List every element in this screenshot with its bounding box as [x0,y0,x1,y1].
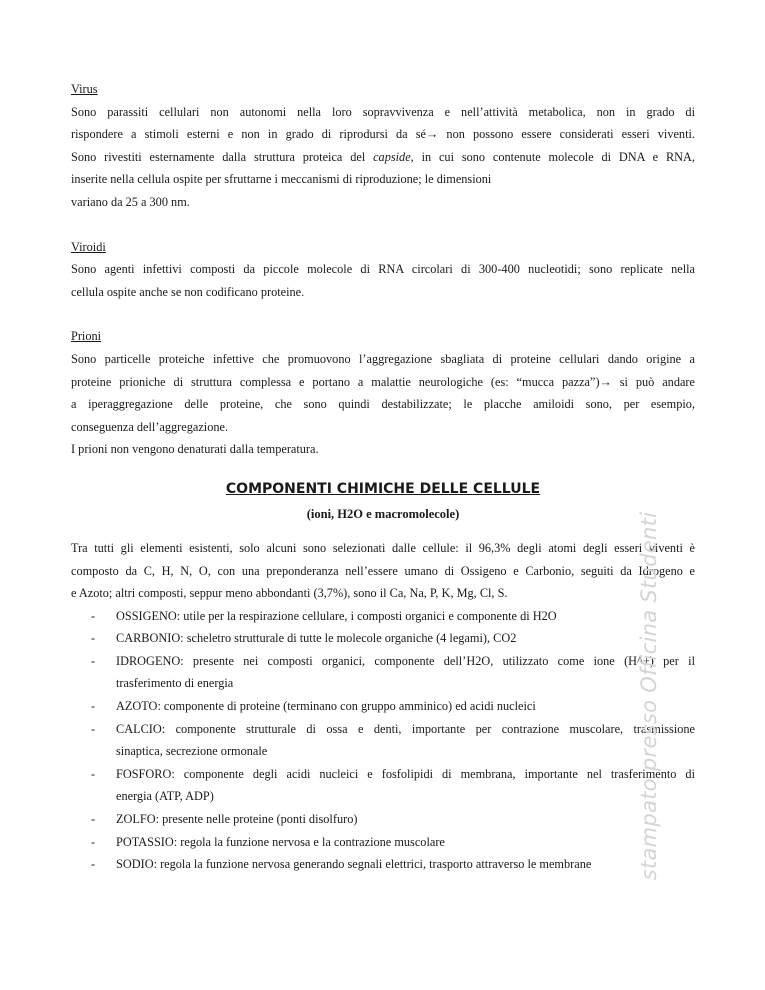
list-item-text-cont: energia (ATP, ADP) [116,789,214,804]
watermark-text: stampato presso Officina Studenti [637,511,661,881]
list-item-text: CALCIO: componente strutturale di ossa e denti, importante per contrazione muscolare, trasmissione [116,721,695,736]
prioni-line-3: a iperaggregazione delle proteine, che sono quindi destabilizzate; le placche amiloidi sono, per esempio, [71,397,695,412]
virus-line-5: variano da 25 a 300 nm. [71,194,190,209]
virus-line-2: rispondere a stimoli esterni e non in grado di riprodursi da sé→ non possono essere considerati esseri viventi. [71,127,695,142]
capside-term: capside, [373,149,414,164]
list-item-fosforo [71,763,695,808]
viroidi-line-1: Sono agenti infettivi composti da piccole molecole di RNA circolari di 300-400 nucleotidi; sono replicate nella [71,262,695,277]
list-item-text-cont: sinaptica, secrezione ormonale [116,744,268,759]
list-dash: - [91,766,96,781]
watermark [634,511,664,881]
list-dash: - [91,631,96,646]
elements-list [71,605,695,876]
list-item-carbonio [71,627,695,650]
prioni-line-1: Sono particelle proteiche infettive che promuovono l’aggregazione sbagliata di proteine cellulari dando origine a [71,351,695,366]
list-item-sodio [71,853,695,876]
list-item-text-cont: trasferimento di energia [116,676,234,691]
virus-line-3b: in cui sono contenute molecole di DNA e RNA, [413,149,695,164]
intro-line-2: composto da C, H, N, O, con una preponderanza nell’essere umano di Ossigeno e Carbonio, seguiti da Idrogeno e [71,563,695,578]
prioni-line-5: I prioni non vengono denaturati dalla temperatura. [71,442,319,457]
list-item-calcio [71,718,695,763]
list-item-idrogeno [71,650,695,695]
section-subtitle: (ioni, H2O e macromolecole) [306,506,460,521]
prioni-heading: Prioni [71,329,102,344]
list-item-azoto [71,695,695,718]
intro-line-3: e Azoto; altri composti, seppur meno abbondanti (3,7%), sono il Ca, Na, P, K, Mg, Cl, S. [71,586,508,601]
list-item-text: IDROGENO: presente nei composti organici, componente dell’H2O, utilizzato come ione (H^+) per il [116,653,695,668]
virus-heading: Virus [71,82,98,96]
virus-line-4: inserite nella cellula ospite per sfruttarne i meccanismi di riproduzione; le dimensioni [71,172,492,187]
viroidi-heading: Viroidi [71,239,106,254]
list-item-text: SODIO: regola la funzione nervosa generando segnali elettrici, trasporto attraverso le membrane [116,857,592,872]
list-dash: - [91,857,96,872]
list-dash: - [91,812,96,827]
list-dash: - [91,834,96,849]
prioni-line-4: conseguenza dell’aggregazione. [71,419,229,434]
list-dash: - [91,608,96,623]
list-item-zolfo [71,808,695,831]
document-page [71,78,695,876]
intro-line-1: Tra tutti gli elementi esistenti, solo alcuni sono selezionati dalle cellule: il 96,3% degli atomi degli esseri viventi è [71,540,695,555]
list-item-text: AZOTO: componente di proteine (terminano con gruppo amminico) ed acidi nucleici [116,699,536,714]
section-title: COMPONENTI CHIMICHE DELLE CELLULE [225,480,541,497]
list-item-ossigeno [71,605,695,628]
list-dash: - [91,721,96,736]
virus-line-3a: Sono rivestiti esternamente dalla struttura proteica del [71,149,374,164]
list-dash: - [91,699,96,714]
virus-line-3 [71,146,695,169]
list-item-text: POTASSIO: regola la funzione nervosa e la contrazione muscolare [116,834,445,849]
list-item-text: ZOLFO: presente nelle proteine (ponti disolfuro) [116,812,358,827]
list-item-text: OSSIGENO: utile per la respirazione cellulare, i composti organici e componente di H2O [116,608,557,623]
list-item-potassio [71,831,695,854]
prioni-line-2: proteine prioniche di struttura complessa e portano a malattie neurologiche (es: “mucca pazza”)→ si può andare [71,374,695,389]
viroidi-line-2: cellula ospite anche se non codificano proteine. [71,284,305,299]
list-item-text: FOSFORO: componente degli acidi nucleici e fosfolipidi di membrana, importante nel trasferimento di [116,766,695,781]
list-dash: - [91,653,96,668]
list-item-text: CARBONIO: scheletro strutturale di tutte le molecole organiche (4 legami), CO2 [116,631,517,646]
virus-line-1: Sono parassiti cellulari non autonomi nella loro sopravvivenza e nell’attività metabolica, non in grado di [71,104,695,119]
